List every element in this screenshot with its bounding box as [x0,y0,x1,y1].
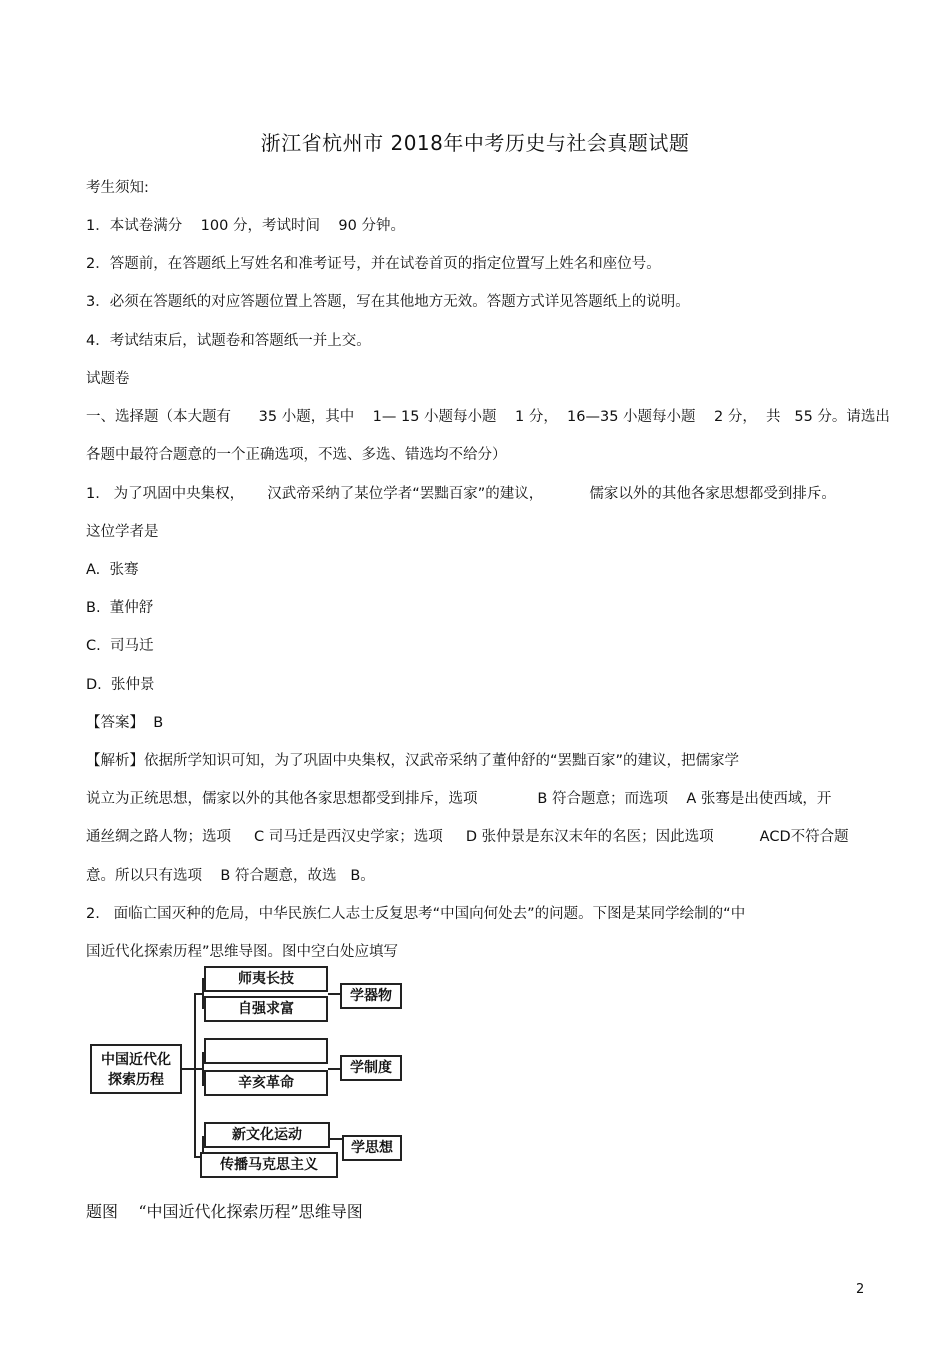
figure-caption: 题图 “中国近代化探索历程”思维导图 [86,1202,363,1221]
mindmap-item-xinhai: 辛亥革命 [204,1070,328,1096]
paper-label: 试题卷 [86,371,130,387]
mindmap-group-sixiang: 学思想 [342,1135,402,1161]
page-title: 浙江省杭州市 2018年中考历史与社会真题试题 [260,131,690,155]
notice-item-2: 2．答题前，在答题纸上写姓名和准考证号，并在试卷首页的指定位置写上姓名和座位号。 [86,256,661,272]
q1-answer: 【答案】 B [86,715,164,731]
notice-item-4: 4．考试结束后，试题卷和答题纸一并上交。 [86,333,371,349]
q2-stem-line-1: 2. 面临亡国灭种的危局，中华民族仁人志士反复思考“中国向何处去”的问题。下图是某同学绘制的“中 [86,906,746,922]
q1-analysis-line-2: 说立为正统思想，儒家以外的其他各家思想都受到排斥，选项 B 符合题意；而选项 A 张骞是出使西域，开 [86,791,832,807]
mindmap-item-ziqiang: 自强求富 [204,996,328,1022]
section-intro-line-2: 各题中最符合题意的一个正确选项，不选、多选、错选均不给分） [86,447,507,463]
mindmap-connector [330,1138,342,1140]
mindmap-group-qiwu: 学器物 [340,983,402,1009]
mindmap-item-xinwenhua: 新文化运动 [204,1122,330,1148]
mindmap-root [90,1044,182,1094]
mindmap-diagram [88,962,418,1182]
mindmap-root-line-1: 中国近代化 [101,1052,171,1068]
q1-analysis-line-4: 意。所以只有选项 B 符合题意，故选 B。 [86,868,375,884]
q1-analysis-line-3: 通丝绸之路人物；选项 C 司马迁是西汉史学家；选项 D 张仲景是东汉末年的名医；因此选项 ACD不符合题 [86,829,849,845]
mindmap-root-line-2: 探索历程 [108,1072,164,1088]
page-number: 2 [856,1282,865,1297]
q1-option-c: C. 司马迁 [86,638,154,654]
q1-option-d: D. 张仲景 [86,677,155,693]
notice-item-3: 3．必须在答题纸的对应答题位置上答题，写在其他地方无效。答题方式详见答题纸上的说明。 [86,294,690,310]
mindmap-item-blank [204,1038,328,1064]
section-intro-line-1: 一、选择题（本大题有 35 小题，其中 1— 15 小题每小题 1 分， 16—35 小题每小题 2 分， 共 55 分。请选出 [86,409,890,425]
notice-heading: 考生须知: [86,180,149,196]
q1-analysis-line-1: 【解析】依据所学知识可知，为了巩固中央集权，汉武帝采纳了董仲舒的“罢黜百家”的建议，把儒家学 [86,753,740,769]
q1-stem-line-1: 1. 为了巩固中央集权， 汉武帝采纳了某位学者“罢黜百家”的建议， 儒家以外的其他各家思想都受到排斥。 [86,486,836,502]
mindmap-group-zhidu: 学制度 [340,1055,402,1081]
mindmap-connector [328,1068,340,1070]
q1-option-b: B. 董仲舒 [86,600,154,616]
mindmap-connector [182,1068,194,1070]
mindmap-item-shiyi: 师夷长技 [204,966,328,992]
q1-option-a: A. 张骞 [86,562,139,578]
q2-stem-line-2: 国近代化探索历程”思维导图。图中空白处应填写 [86,944,399,960]
q1-stem-line-2: 这位学者是 [86,524,159,540]
mindmap-item-makesi: 传播马克思主义 [200,1152,338,1178]
mindmap-connector [328,993,340,995]
notice-item-1: 1．本试卷满分 100 分，考试时间 90 分钟。 [86,218,405,234]
mindmap-connector [194,993,196,1157]
